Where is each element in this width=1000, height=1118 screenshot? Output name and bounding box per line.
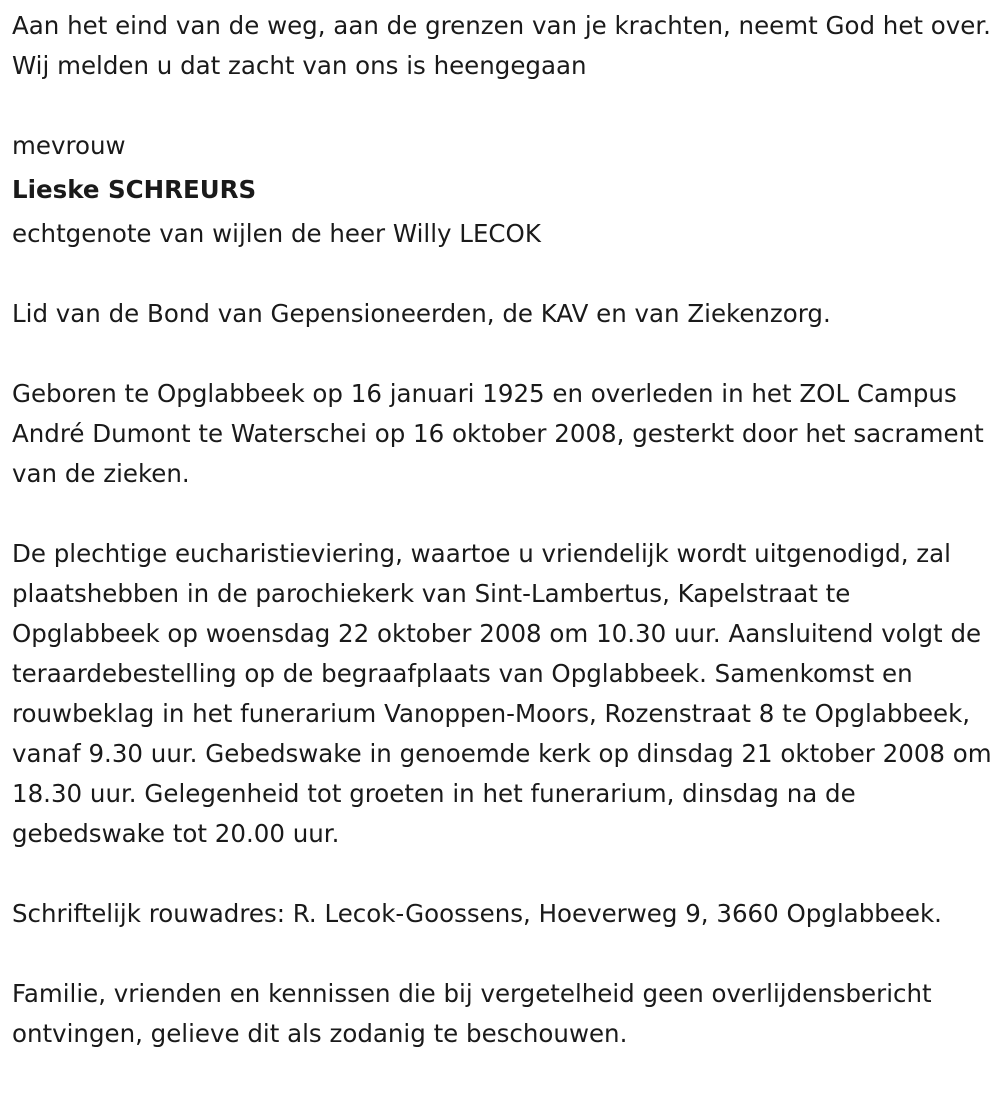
spacer [12, 934, 992, 974]
deceased-name: Lieske SCHREURS [12, 175, 257, 204]
membership-paragraph: Lid van de Bond van Gepensioneerden, de KAV en van Ziekenzorg. [12, 299, 831, 328]
funeral-paragraph: De plechtige eucharistieviering, waartoe u vriendelijk wordt uitgenodigd, zal plaatshebben in de parochiekerk van Sint-Lambertus, Kapelstraat te Opglabbeek op woensdag 22 oktober 2008 om 10.30 uur. Aansluitend volgt de teraardebestelling op de begraafplaats van Opglabbeek. Samenkomst en rouwbeklag in het funerarium Vanoppen-Moors, Rozenstraat 8 te Opglabbeek, vanaf 9.30 uur. Gebedswake in genoemde kerk op dinsdag 21 oktober 2008 om 18.30 uur. Gelegenheid tot groeten in het funerarium, dinsdag na de gebedswake tot 20.00 uur. [12, 539, 992, 848]
address-paragraph: Schriftelijk rouwadres: R. Lecok-Goossens, Hoeverweg 9, 3660 Opglabbeek. [12, 899, 942, 928]
spacer [12, 494, 992, 534]
spacer [12, 334, 992, 374]
spacer [12, 254, 992, 294]
spacer [12, 854, 992, 894]
spouse-line: echtgenote van wijlen de heer Willy LECOK [12, 219, 541, 248]
spacer [12, 86, 992, 126]
closing-paragraph: Familie, vrienden en kennissen die bij vergetelheid geen overlijdensbericht ontvingen, gelieve dit als zodanig te beschouwen. [12, 979, 932, 1048]
honorific: mevrouw [12, 131, 126, 160]
intro-paragraph: Aan het eind van de weg, aan de grenzen van je krachten, neemt God het over. Wij melden u dat zacht van ons is heengegaan [12, 11, 991, 80]
obituary-notice [12, 6, 992, 1054]
birth-death-paragraph: Geboren te Opglabbeek op 16 januari 1925 en overleden in het ZOL Campus André Dumont te Waterschei op 16 oktober 2008, gesterkt door het sacrament van de zieken. [12, 379, 984, 488]
